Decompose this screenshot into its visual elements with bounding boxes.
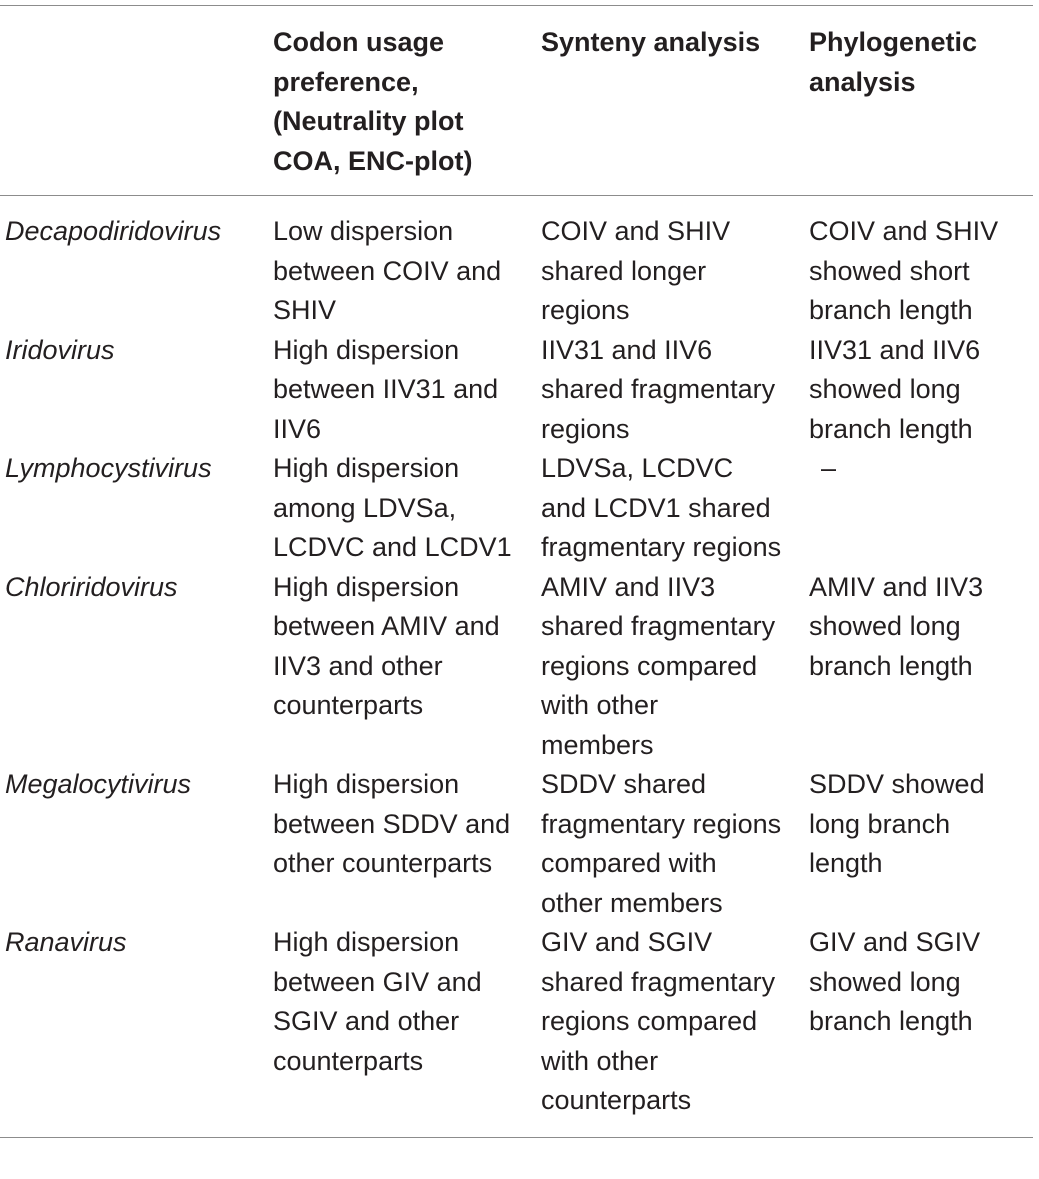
codon-cell: High dispersion between AMIV and IIV3 and other counterparts (273, 571, 500, 720)
table-row (0, 568, 1033, 766)
header-genus (0, 6, 268, 196)
table-row (0, 765, 1033, 923)
codon-cell: High dispersion between IIV31 and IIV6 (273, 334, 499, 444)
phylo-cell: GIV and SGIV showed long branch length (809, 927, 981, 1036)
genus-cell: Decapodiridovirus (5, 216, 222, 246)
header-phylogenetic: Phylogenetic analysis (809, 27, 978, 97)
synteny-cell: IIV31 and IIV6 shared fragmentary regions (541, 334, 776, 444)
phylo-cell: IIV31 and IIV6 showed long branch length (809, 334, 981, 444)
comparison-table-container (0, 5, 1033, 1138)
table-row (0, 196, 1033, 331)
table-row (0, 923, 1033, 1137)
table-header (0, 6, 1033, 196)
header-row (0, 6, 1033, 196)
codon-cell: High dispersion between SDDV and other counterparts (273, 769, 511, 878)
genus-cell: Iridovirus (5, 334, 115, 365)
table-row (0, 449, 1033, 568)
comparison-table (0, 5, 1033, 1138)
header-codon-usage: Codon usage preference, (Neutrality plot COA, ENC-plot) (273, 27, 473, 176)
genus-cell: Chloriridovirus (5, 571, 178, 602)
table-row (0, 331, 1033, 450)
table-body (0, 196, 1033, 1138)
genus-cell: Megalocytivirus (5, 769, 192, 799)
genus-cell: Lymphocystivirus (5, 453, 212, 483)
codon-cell: Low dispersion between COIV and SHIV (273, 216, 502, 325)
genus-cell: Ranavirus (5, 927, 127, 957)
synteny-cell: SDDV shared fragmentary regions compared with other members (541, 769, 782, 918)
phylo-cell: AMIV and IIV3 showed long branch length (809, 571, 984, 681)
header-synteny: Synteny analysis (541, 27, 761, 57)
synteny-cell: GIV and SGIV shared fragmentary regions compared with other counterparts (541, 927, 776, 1115)
synteny-cell: LDVSa, LCDVC and LCDV1 shared fragmentary regions (541, 453, 782, 562)
synteny-cell: COIV and SHIV shared longer regions (541, 216, 731, 325)
phylo-cell: SDDV showed long branch length (809, 769, 985, 878)
phylo-cell: COIV and SHIV showed short branch length (809, 216, 999, 325)
synteny-cell: AMIV and IIV3 shared fragmentary regions compared with other members (541, 571, 776, 760)
phylo-cell: – (821, 453, 837, 483)
codon-cell: High dispersion between GIV and SGIV and other counterparts (273, 927, 482, 1076)
codon-cell: High dispersion among LDVSa, LCDVC and LCDV1 (273, 453, 512, 562)
